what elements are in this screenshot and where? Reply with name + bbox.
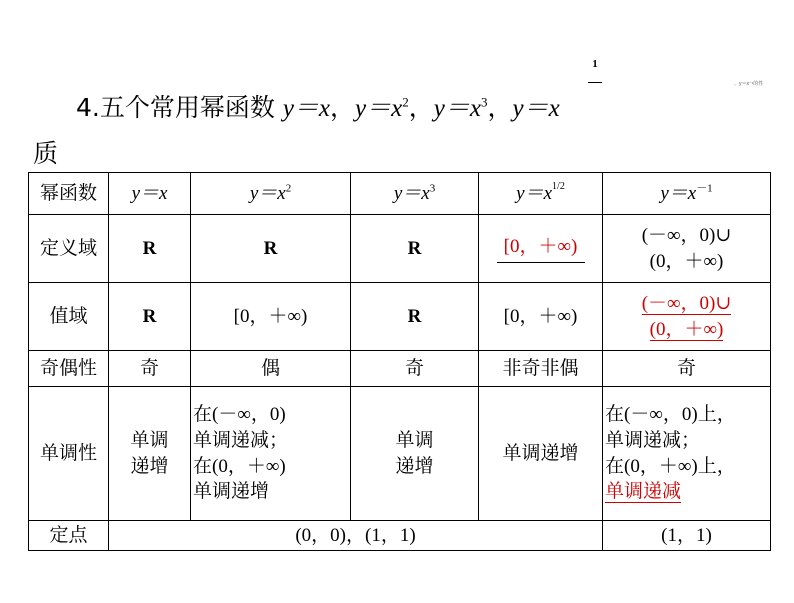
header-y-x-inverse: $y=x^{-1}$ bbox=[603, 173, 771, 215]
parity-c1: 奇 bbox=[109, 351, 191, 387]
label-fixed-point: 定点 bbox=[29, 521, 109, 551]
range-c4: [0，＋∞) bbox=[479, 283, 603, 351]
mono-c2: 在(－∞，0) 单调递减； 在(0，＋∞) 单调递增 bbox=[191, 387, 351, 521]
func-y-x2: $y=x^2$ bbox=[355, 94, 409, 122]
domain-c5: (－∞，0)∪ (0，＋∞) bbox=[603, 215, 771, 283]
mono-c3: 单调 递增 bbox=[351, 387, 479, 521]
power-function-table bbox=[28, 172, 771, 551]
title-fraction-exponent bbox=[588, 58, 602, 84]
parity-c5: 奇 bbox=[603, 351, 771, 387]
row-parity bbox=[29, 351, 771, 387]
header-y-x-half: y＝x1/2 bbox=[479, 173, 603, 215]
tiny-note: 、y＝x⁻¹的性 bbox=[734, 81, 764, 87]
mono-c4: 单调递增 bbox=[479, 387, 603, 521]
mono-c5-answer: 单调递减 bbox=[605, 481, 682, 503]
row-fixed-point bbox=[29, 521, 771, 551]
range-c2: [0，＋∞) bbox=[191, 283, 351, 351]
answer-blank-line bbox=[497, 262, 585, 263]
header-row bbox=[29, 173, 771, 215]
fixed-point-c5: (1，1) bbox=[603, 521, 771, 551]
func-y-x3: $y=x^3$ bbox=[433, 94, 488, 122]
domain-c3: R bbox=[351, 215, 479, 283]
mono-c1: 单调 递增 bbox=[109, 387, 191, 521]
row-range bbox=[29, 283, 771, 351]
page-title: 4.五个常用幂函数 y＝x，$y=x^2$，$y=x^3$，y＝x bbox=[76, 93, 560, 122]
header-label: 幂函数 bbox=[29, 173, 109, 215]
title-prefix: 4.五个常用幂函数 bbox=[76, 93, 283, 122]
domain-c4 bbox=[479, 215, 603, 283]
row-monotonicity bbox=[29, 387, 771, 521]
header-y-x: y＝x bbox=[109, 173, 191, 215]
frac-bar bbox=[588, 82, 602, 84]
label-range: 值域 bbox=[29, 283, 109, 351]
title-continuation: 质 bbox=[33, 139, 59, 168]
mono-c5: 在(－∞，0)上， 单调递减； 在(0，＋∞)上， 单调递减 bbox=[603, 387, 771, 521]
header-y-x2: $y=x^2$ bbox=[191, 173, 351, 215]
fixed-point-merged: (0，0)，(1，1) bbox=[109, 521, 603, 551]
range-c5: (－∞，0)∪ (0，＋∞) bbox=[603, 283, 771, 351]
parity-c4: 非奇非偶 bbox=[479, 351, 603, 387]
frac-numerator: 1 bbox=[592, 58, 598, 70]
row-domain bbox=[29, 215, 771, 283]
header-y-x3: $y=x^3$ bbox=[351, 173, 479, 215]
range-c1: R bbox=[109, 283, 191, 351]
parity-c2: 偶 bbox=[191, 351, 351, 387]
range-c3: R bbox=[351, 283, 479, 351]
parity-c3: 奇 bbox=[351, 351, 479, 387]
func-y-x-half: y＝x bbox=[512, 95, 560, 122]
domain-c1: R bbox=[109, 215, 191, 283]
domain-c2: R bbox=[191, 215, 351, 283]
label-monotonicity: 单调性 bbox=[29, 387, 109, 521]
label-domain: 定义域 bbox=[29, 215, 109, 283]
func-y-x: y＝x bbox=[282, 95, 331, 122]
label-parity: 奇偶性 bbox=[29, 351, 109, 387]
domain-c4-answer: [0，＋∞) bbox=[503, 236, 578, 258]
